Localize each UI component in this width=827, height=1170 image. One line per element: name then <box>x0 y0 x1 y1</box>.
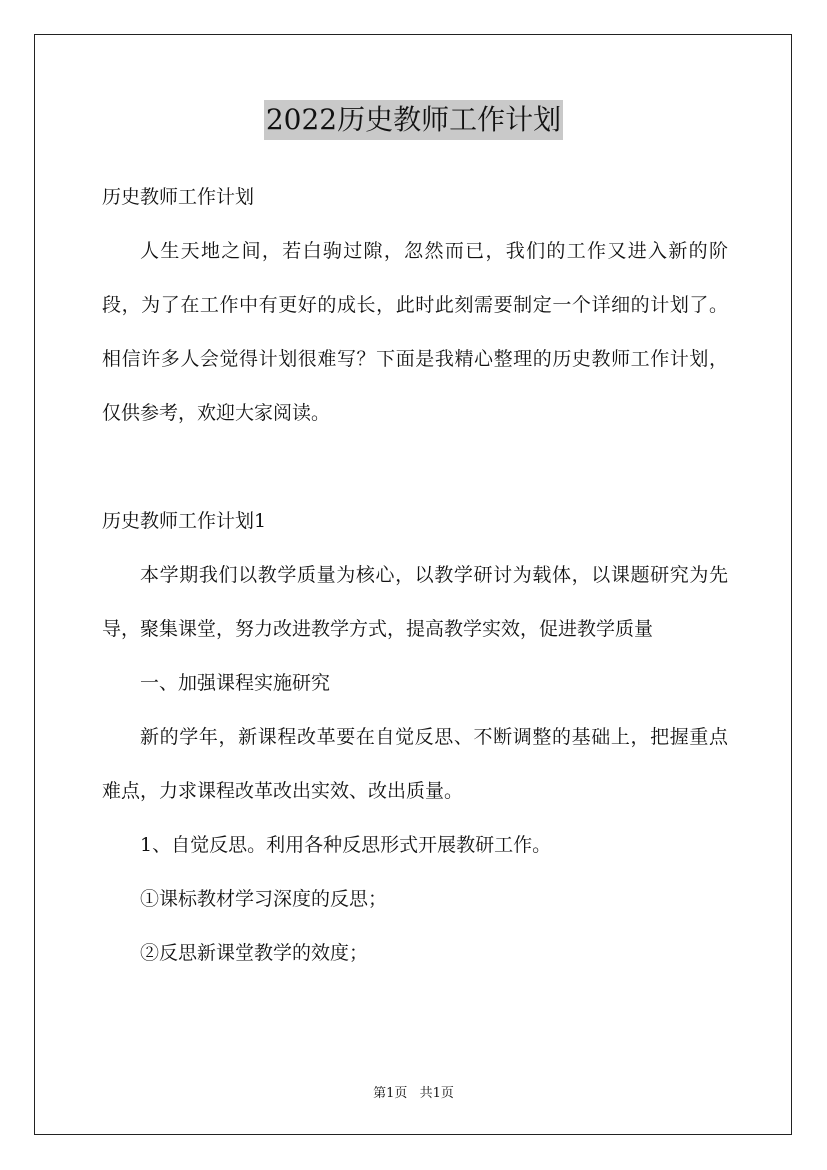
subheading: 一、加强课程实施研究 <box>140 672 331 694</box>
list-item: 1、自觉反思。利用各种反思形式开展教研工作。 <box>140 834 552 856</box>
title-container <box>0 100 827 140</box>
list-item: ①课标教材学习深度的反思； <box>140 888 388 910</box>
blank-line <box>102 440 728 494</box>
document-body <box>102 170 728 980</box>
list-item: ②反思新课堂教学的效度； <box>140 942 369 964</box>
intro-paragraph: 人生天地之间，若白驹过隙，忽然而已，我们的工作又进入新的阶段，为了在工作中有更好的成长，此时此刻需要制定一个详细的计划了。相信许多人会觉得计划很难写？下面是我精心整理的历史教师工作计划，仅供参考，欢迎大家阅读。 <box>102 240 728 424</box>
document-title: 2022历史教师工作计划 <box>264 100 563 140</box>
page-number-total: 共1页 <box>419 1086 454 1101</box>
section-paragraph: 本学期我们以教学质量为核心，以教学研讨为载体，以课题研究为先导，聚集课堂，努力改进教学方式，提高教学实效，促进教学质量 <box>102 564 728 640</box>
page-footer <box>0 1082 827 1101</box>
document-subtitle: 历史教师工作计划 <box>102 186 255 208</box>
page-number-current: 第1页 <box>373 1086 408 1101</box>
section-heading: 历史教师工作计划1 <box>102 510 267 532</box>
body-paragraph: 新的学年，新课程改革要在自觉反思、不断调整的基础上，把握重点难点，力求课程改革改出实效、改出质量。 <box>102 726 728 802</box>
